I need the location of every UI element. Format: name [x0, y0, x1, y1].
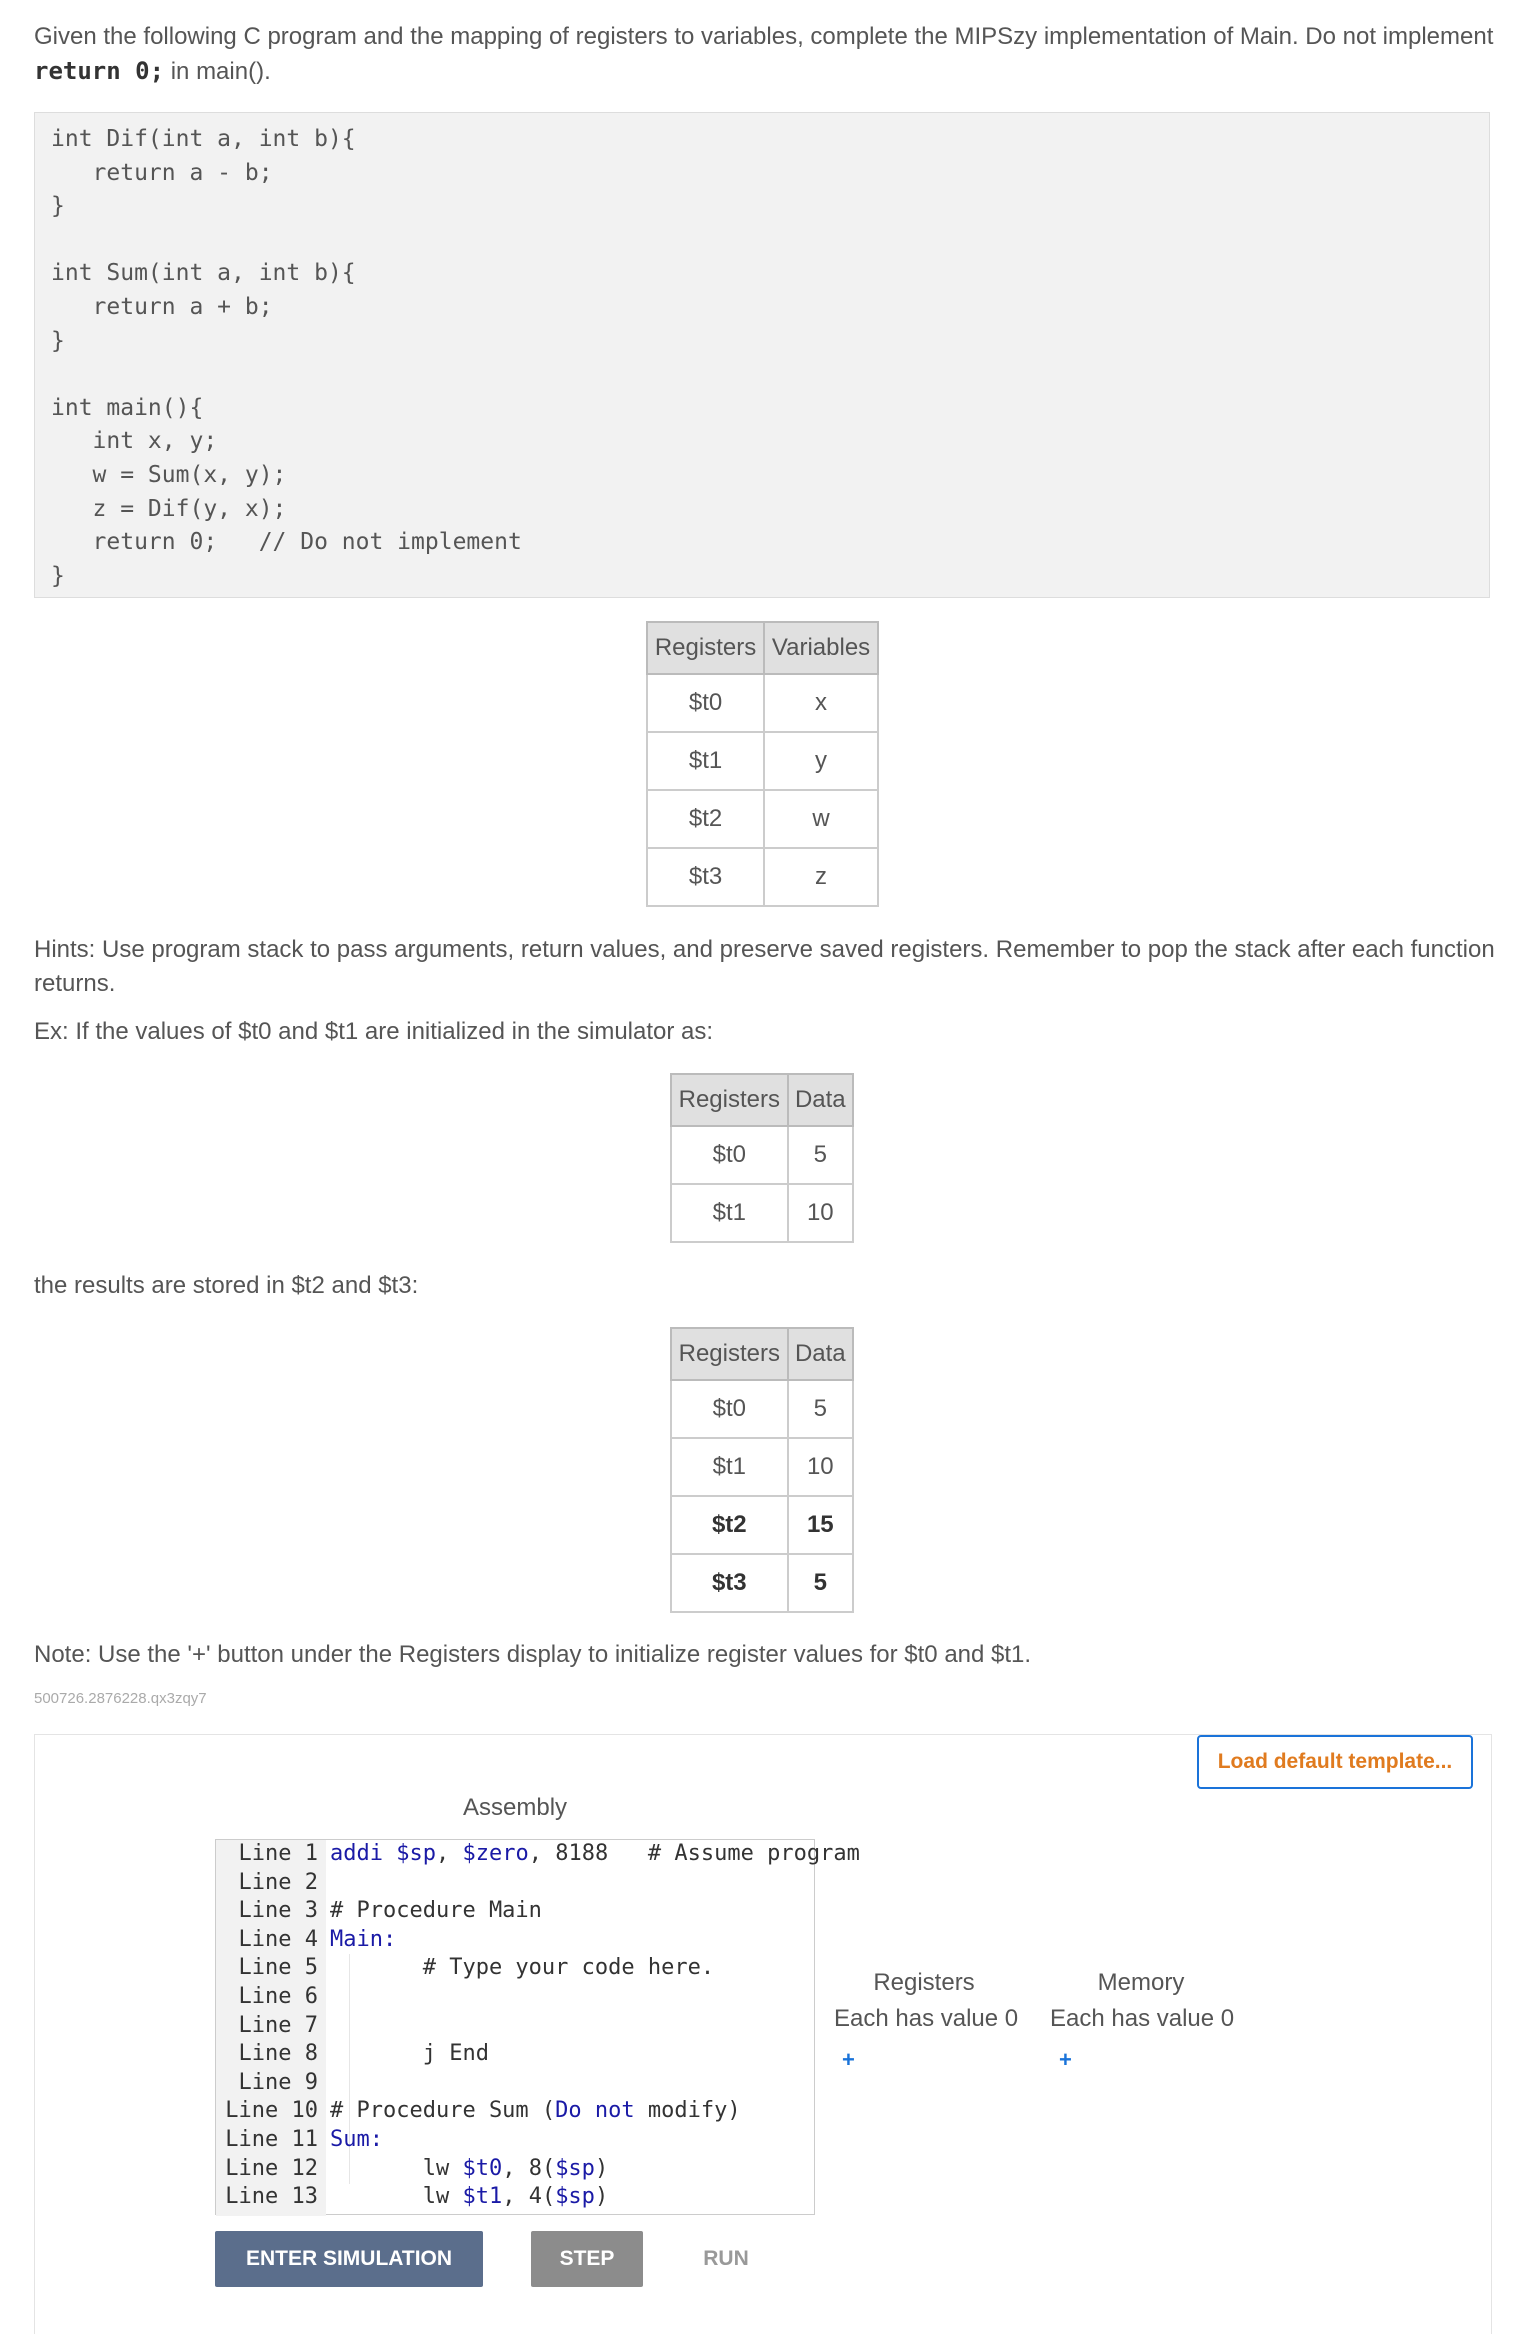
example-text: Ex: If the values of $t0 and $t1 are initialized in the simulator as: [34, 1018, 714, 1045]
line-number: Line 1 [238, 1841, 318, 1866]
add-memory-button[interactable]: + [1059, 2047, 1072, 2072]
register-cell: $t1 [671, 1438, 788, 1496]
table-row [671, 1554, 853, 1612]
run-button[interactable]: RUN [703, 2247, 749, 2270]
results-text: the results are stored in $t2 and $t3: [34, 1272, 419, 1299]
note-text: Note: Use the '+' button under the Registers display to initialize register values for $t0 and $t1. [34, 1641, 1032, 1668]
init-values-table [670, 1073, 854, 1243]
intro-text-before: Given the following C program and the mapping of registers to variables, complete the MIPSzy implementation of Main. Do not implement [34, 23, 1494, 50]
table-row [647, 848, 878, 906]
register-cell: $t0 [671, 1126, 788, 1184]
code-line: # Procedure Sum (Do not modify) [330, 2098, 741, 2124]
table-row [647, 674, 878, 732]
code-line [326, 1983, 814, 2012]
table-header: Data [788, 1328, 853, 1380]
table-header: Registers [671, 1074, 788, 1126]
line-number: Line 13 [225, 2184, 318, 2210]
register-mapping-table [646, 621, 879, 907]
table-row [671, 1438, 853, 1496]
data-cell: 15 [788, 1496, 853, 1554]
line-number: Line 5 [238, 1955, 318, 1981]
table-row [647, 790, 878, 848]
code-line: # Type your code here. [330, 1955, 715, 1981]
table-row [647, 732, 878, 790]
register-cell: $t0 [647, 674, 764, 732]
data-cell: 5 [788, 1380, 853, 1438]
enter-simulation-button[interactable]: ENTER SIMULATION [215, 2231, 483, 2287]
data-cell: 5 [788, 1126, 853, 1184]
step-button[interactable]: STEP [531, 2231, 643, 2287]
line-number: Line 9 [238, 2069, 318, 2095]
variable-cell: z [764, 848, 878, 906]
register-cell: $t2 [647, 790, 764, 848]
code-line: lw $t0, 8($sp) [330, 2155, 609, 2181]
table-header: Registers [671, 1328, 788, 1380]
line-number: Line 6 [238, 1983, 318, 2009]
line-number: Line 8 [238, 2041, 318, 2067]
table-row [671, 1496, 853, 1554]
register-cell: $t3 [647, 848, 764, 906]
data-cell: 10 [788, 1184, 853, 1242]
code-line [326, 2012, 814, 2041]
result-values-table [670, 1327, 854, 1613]
register-cell: $t1 [647, 732, 764, 790]
load-template-button[interactable]: Load default template... [1197, 1735, 1473, 1789]
register-cell: $t1 [671, 1184, 788, 1242]
registers-title: Registers [873, 1969, 975, 1996]
register-cell: $t3 [671, 1554, 788, 1612]
problem-id: 500726.2876228.qx3zqy7 [34, 1690, 207, 1707]
data-cell: 5 [788, 1554, 853, 1612]
line-number: Line 4 [238, 1926, 318, 1952]
table-row [671, 1126, 853, 1184]
code-line: lw $t1, 4($sp) [330, 2184, 609, 2210]
table-header: Registers [647, 622, 764, 674]
add-register-button[interactable]: + [842, 2047, 855, 2072]
memory-title: Memory [1097, 1969, 1185, 1996]
variable-cell: w [764, 790, 878, 848]
memory-value: Each has value 0 [1050, 2005, 1235, 2032]
code-line: addi $sp, $zero, 8188 # Assume program [330, 1841, 860, 1866]
code-line: Sum: [330, 2126, 383, 2152]
table-row [671, 1184, 853, 1242]
line-number: Line 11 [225, 2126, 318, 2152]
code-line: Main: [330, 1926, 397, 1952]
variable-cell: x [764, 674, 878, 732]
line-number: Line 10 [225, 2098, 318, 2124]
variable-cell: y [764, 732, 878, 790]
line-number-gutter [216, 1840, 326, 2216]
assembly-title: Assembly [463, 1794, 568, 1821]
inline-code-return: return 0; [34, 57, 165, 85]
register-cell: $t0 [671, 1380, 788, 1438]
line-number: Line 12 [225, 2155, 318, 2181]
intro-text [34, 20, 1504, 89]
code-line: # Procedure Main [330, 1898, 542, 1924]
code-line [326, 2069, 814, 2098]
line-number: Line 2 [238, 1869, 318, 1895]
c-program-block [34, 112, 1490, 598]
intro-text-after: in main(). [170, 58, 271, 85]
register-cell: $t2 [671, 1496, 788, 1554]
code-line: j End [330, 2041, 489, 2067]
assembly-code[interactable] [326, 1840, 860, 2212]
assembly-editor[interactable] [215, 1839, 860, 2215]
line-number: Line 3 [238, 1898, 318, 1924]
hints-text: Hints: Use program stack to pass arguments, return values, and preserve saved registers. Remember to pop the stack after each function returns. [34, 936, 1495, 997]
registers-value: Each has value 0 [834, 2005, 1019, 2032]
table-header: Variables [764, 622, 878, 674]
table-row [671, 1380, 853, 1438]
table-header: Data [788, 1074, 853, 1126]
data-cell: 10 [788, 1438, 853, 1496]
code-line [326, 1869, 814, 1898]
line-number: Line 7 [238, 2012, 318, 2038]
c-program-code: int Dif(int a, int b){ return a - b; } int Sum(int a, int b){ return a + b; } int main(){ int x, y; w = Sum(x, y); z = Dif(y, x); return 0; // Do not implement } [51, 126, 522, 589]
